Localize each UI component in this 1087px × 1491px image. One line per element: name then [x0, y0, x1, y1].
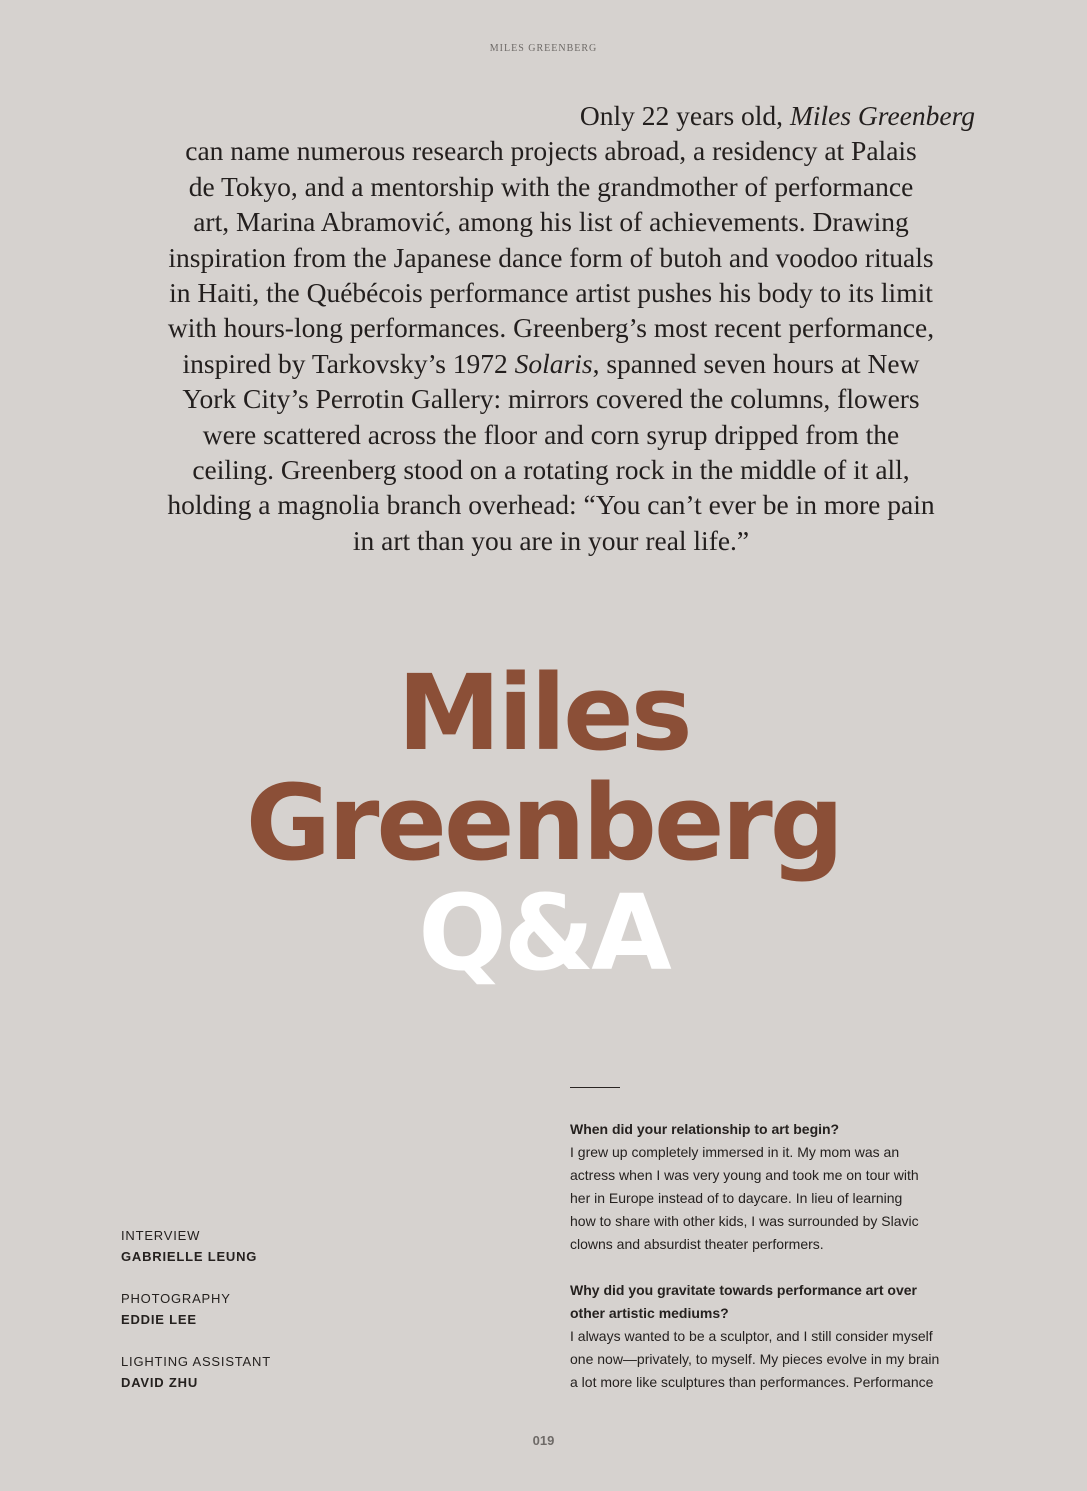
qa-column: [570, 1118, 990, 1394]
intro-line-1: [115, 98, 987, 133]
title-line-3: Q&A: [418, 872, 669, 994]
answer-1-line: how to share with other kids, I was surrounded by Slavic: [570, 1213, 919, 1229]
credit-role: INTERVIEW: [121, 1228, 201, 1243]
credit-interview: [121, 1225, 271, 1267]
intro-line-11: ceiling. Greenberg stood on a rotating rock in the middle of it all,: [192, 454, 910, 486]
answer-1-line: clowns and absurdist theater performers.: [570, 1236, 824, 1252]
answer-2-line: one now—privately, to myself. My pieces evolve in my brain: [570, 1351, 940, 1367]
page-number: 019: [532, 1433, 555, 1448]
intro-line-5: inspiration from the Japanese dance form of butoh and voodoo rituals: [168, 241, 934, 273]
intro-line-9: York City’s Perrotin Gallery: mirrors covered the columns, flowers: [182, 383, 920, 415]
intro-film-italic: Solaris: [514, 347, 593, 379]
question-2: [570, 1279, 990, 1325]
credit-lighting: [121, 1351, 271, 1393]
credits: [121, 1225, 271, 1414]
article-title: [0, 652, 1087, 994]
credit-name: DAVID ZHU: [121, 1375, 199, 1390]
question-1: When did your relationship to art begin?: [570, 1121, 840, 1137]
credit-name: EDDIE LEE: [121, 1312, 197, 1327]
answer-2: [570, 1325, 990, 1394]
question-2-line: Why did you gravitate towards performance art over: [570, 1282, 917, 1298]
intro-line-4: art, Marina Abramović, among his list of achievements. Drawing: [193, 206, 909, 238]
section-divider: [570, 1087, 620, 1088]
title-line-2: Greenberg: [245, 762, 842, 884]
credit-name: GABRIELLE LEUNG: [121, 1249, 258, 1264]
answer-2-line: I always wanted to be a sculptor, and I still consider myself: [570, 1328, 933, 1344]
intro-line-10: were scattered across the floor and corn syrup dripped from the: [202, 418, 900, 450]
credit-role: PHOTOGRAPHY: [121, 1291, 231, 1306]
answer-1: [570, 1141, 990, 1256]
intro-line-8-c: , spanned seven hours at New: [592, 347, 920, 379]
intro-line-1-text: Only 22 years old,: [579, 100, 790, 131]
intro-line-8-a: inspired by Tarkovsky’s 1972: [182, 347, 515, 379]
credit-role: LIGHTING ASSISTANT: [121, 1354, 271, 1369]
question-2-line: other artistic mediums?: [570, 1305, 729, 1321]
answer-2-line: a lot more like sculptures than performances. Performance: [570, 1374, 934, 1390]
intro-line-7: with hours-long performances. Greenberg’s most recent performance,: [167, 312, 935, 344]
qa-spacer: [570, 1256, 990, 1279]
intro-line-8: [115, 346, 987, 381]
running-head: MILES GREENBERG: [489, 43, 598, 54]
answer-1-line: I grew up completely immersed in it. My mom was an: [570, 1144, 900, 1160]
intro-line-12: holding a magnolia branch overhead: “You can’t ever be in more pain: [167, 489, 935, 521]
intro-line-3: de Tokyo, and a mentorship with the grandmother of performance: [188, 170, 914, 202]
title-line-1: Miles: [397, 652, 690, 774]
intro-paragraph: [115, 98, 987, 558]
credit-photography: [121, 1288, 271, 1330]
intro-name-italic: Miles Greenberg: [789, 100, 975, 131]
intro-line-13: in art than you are in your real life.”: [352, 524, 750, 556]
answer-1-line: actress when I was very young and took me on tour with: [570, 1167, 919, 1183]
answer-1-line: her in Europe instead of to daycare. In lieu of learning: [570, 1190, 903, 1206]
intro-line-6: in Haiti, the Québécois performance artist pushes his body to its limit: [169, 277, 933, 309]
intro-line-2: can name numerous research projects abroad, a residency at Palais: [185, 135, 917, 167]
